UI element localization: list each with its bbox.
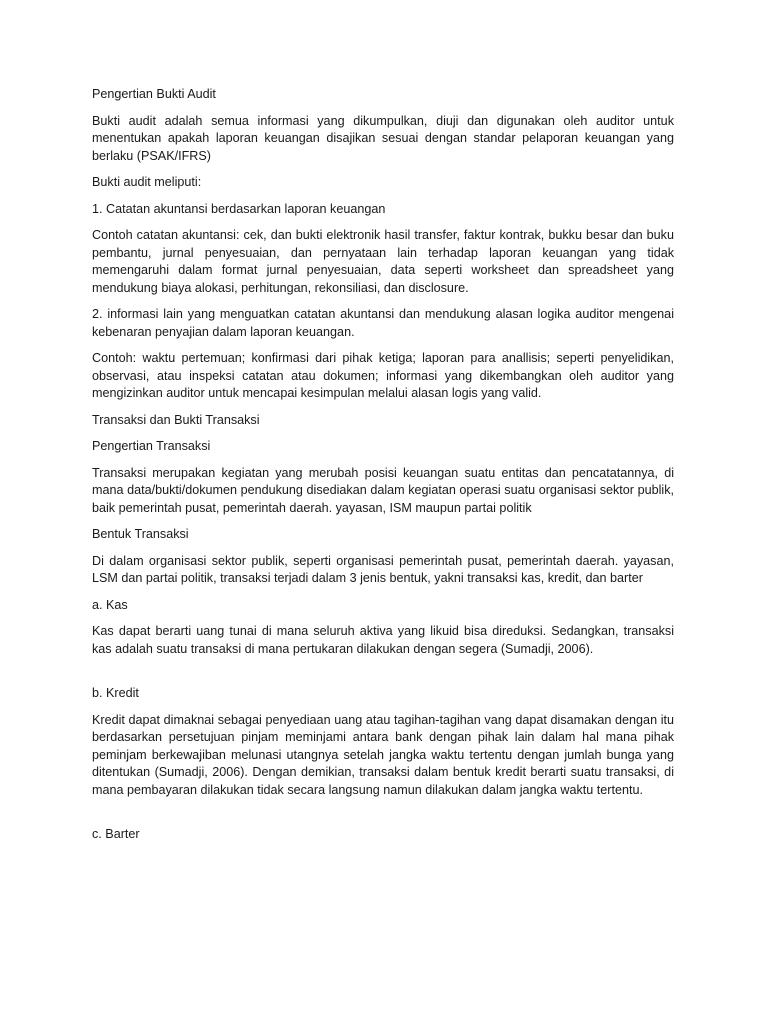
list-item-catatan-akuntansi: 1. Catatan akuntansi berdasarkan laporan keuangan (92, 201, 386, 216)
paragraph-definisi-transaksi: Transaksi merupakan kegiatan yang merubah posisi keuangan suatu entitas dan pencatatannya, di mana data/bukti/dokumen pendukung disediakan dalam kegiatan operasi suatu organisasi sektor publik, baik pemerintah pusat, pemerintah daerah. yayasan, ISM maupun partai politik (92, 465, 674, 515)
heading-kredit: b. Kredit (92, 686, 139, 700)
heading-bukti-audit-meliputi: Bukti audit meliputi: (92, 175, 202, 189)
heading-pengertian-transaksi: Pengertian Transaksi (92, 439, 211, 453)
heading-transaksi-dan-bukti: Transaksi dan Bukti Transaksi (92, 412, 260, 427)
heading-kas: a. Kas (92, 597, 128, 612)
blank-line (92, 808, 674, 826)
heading-barter: c. Barter (92, 827, 140, 841)
paragraph-kredit: Kredit dapat dimaknai sebagai penyediaan uang atau tagihan-tagihan vang dapat disamakan dengan itu berdasarkan persetujuan pinjam meminjami antara bank dengan pihak lain dalam hal mana pihak peminjam berkewajiban melunasi utangnya setelah jangka waktu tertentu dengan jumlah bunga yang ditentukan (Sumadji, 2006). Dengan demikian, transaksi dalam bentuk kredit berarti suatu transaksi, di mana pembayaran dilakukan tidak secara langsung namun dilakukan dalam jangka waktu tertentu. (92, 712, 674, 797)
heading-bentuk-transaksi: Bentuk Transaksi (92, 527, 189, 541)
heading-pengertian-bukti-audit: Pengertian Bukti Audit (92, 87, 216, 101)
paragraph-contoh-catatan-akuntansi: Contoh catatan akuntansi: cek, dan bukti elektronik hasil transfer, faktur kontrak, bukku besar dan buku pembantu, jurnal penyesuaian, dan pernyataan lain terhadap laporan keuangan yang tidak memengaruhi dalam format jurnal penyesuaian, data seperti worksheet dan spreadsheet yang mendukung biaya alokasi, perhitungan, rekonsiliasi, dan disclosure. (92, 228, 674, 295)
blank-line (92, 667, 674, 685)
document-page (92, 86, 674, 853)
paragraph-bentuk-transaksi: Di dalam organisasi sektor publik, seperti organisasi pemerintah pusat, pemerintah daerah. yayasan, LSM dan partai politik, transaksi terjadi dalam 3 jenis bentuk, yakni transaksi kas, kredit, dan barter (92, 553, 674, 585)
paragraph-contoh-informasi-lain: Contoh: waktu pertemuan; konfirmasi dari pihak ketiga; laporan para anallisis; seperti penyelidikan, observasi, atau inspeksi catatan atau dokumen; informasi yang dikembangkan oleh auditor yang mengizinkan auditor untuk mencapai kesimpulan melalui alasan logis yang valid. (92, 351, 674, 400)
paragraph-kas: Kas dapat berarti uang tunai di mana seluruh aktiva yang likuid bisa direduksi. Sedangkan, transaksi kas adalah suatu transaksi di mana pertukaran dilakukan dengan segera (Sumadji, 2006). (92, 624, 674, 656)
paragraph-definisi-bukti-audit: Bukti audit adalah semua informasi yang dikumpulkan, diuji dan digunakan oleh auditor untuk menentukan apakah laporan keuangan disajikan sesuai dengan standar pelaporan keuangan yang berlaku (PSAK/IFRS) (92, 113, 674, 163)
list-item-informasi-lain: 2. informasi lain yang menguatkan catatan akuntansi dan mendukung alasan logika auditor mengenai kebenaran penyajian dalam laporan keuangan. (92, 307, 674, 339)
